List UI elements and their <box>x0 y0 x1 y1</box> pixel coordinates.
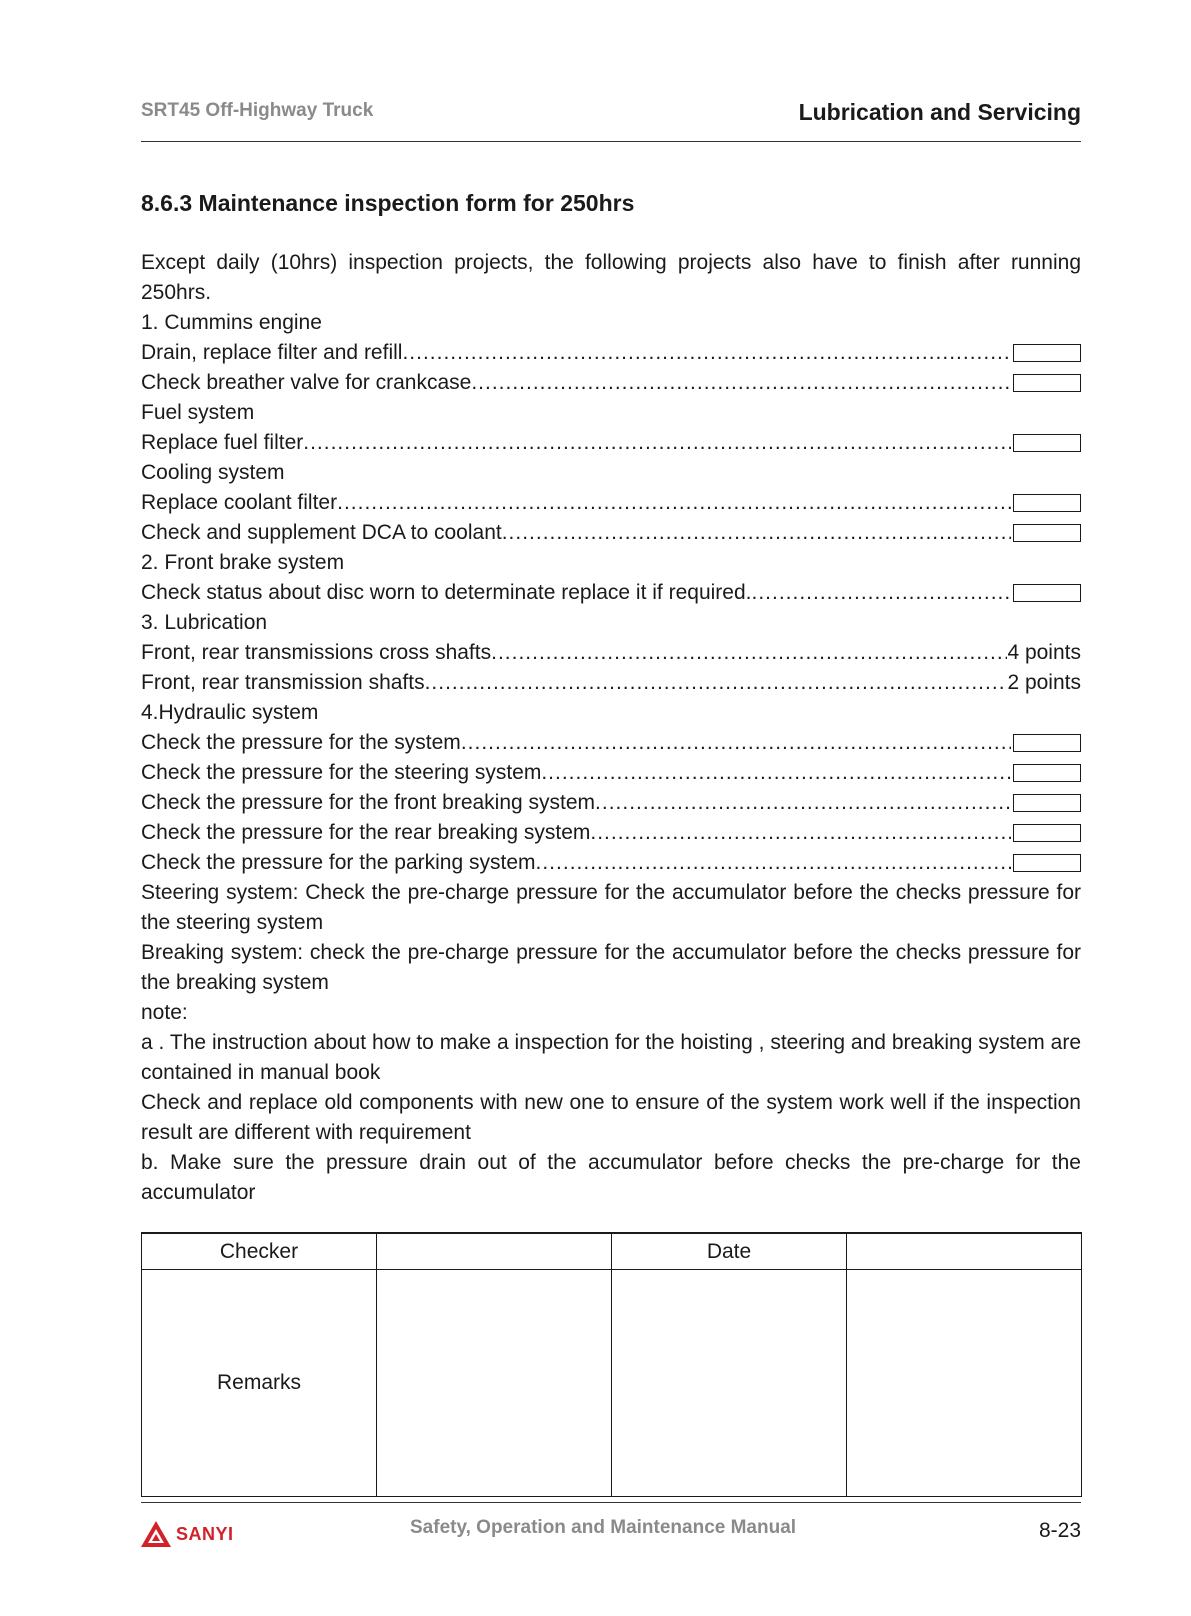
page-number: 8-23 <box>1038 1519 1081 1542</box>
check-item-pressure-steering <box>141 758 1081 788</box>
brand-logo <box>140 1520 234 1548</box>
check-item-label: Check the pressure for the front breaking system <box>141 791 596 814</box>
footer-manual-title: Safety, Operation and Maintenance Manual <box>410 1517 797 1538</box>
dot-leader <box>491 638 1007 668</box>
header-divider <box>141 141 1081 142</box>
check-item-dca <box>141 518 1081 548</box>
checkbox[interactable] <box>1013 734 1081 752</box>
header-chapter-title: Lubrication and Servicing <box>798 99 1081 125</box>
dot-leader <box>303 428 1011 458</box>
dot-leader <box>536 848 1011 878</box>
group-heading-hydraulic: 4.Hydraulic system <box>141 701 319 724</box>
checkbox[interactable] <box>1013 434 1081 452</box>
checkbox[interactable] <box>1013 344 1081 362</box>
check-item-label: Check the pressure for the parking system <box>141 851 536 874</box>
checker-label: Checker <box>142 1233 377 1270</box>
checkbox[interactable] <box>1013 494 1081 512</box>
checkbox[interactable] <box>1013 374 1081 392</box>
checkbox[interactable] <box>1013 764 1081 782</box>
group-heading-fuel: Fuel system <box>141 401 255 424</box>
dot-leader <box>425 668 1008 698</box>
check-item-label: Front, rear transmission shafts <box>141 671 425 694</box>
note-check: Check and replace old components with new one to ensure of the system work well if the inspection result are different with requirement <box>141 1091 1081 1144</box>
table-row <box>142 1270 1082 1497</box>
sanyi-logo-icon <box>140 1520 172 1548</box>
group-heading-brake: 2. Front brake system <box>141 551 345 574</box>
date-label: Date <box>612 1233 847 1270</box>
check-item-label: Check and supplement DCA to coolant <box>141 521 502 544</box>
check-item-label: Check the pressure for the steering system <box>141 761 542 784</box>
note-steering: Steering system: Check the pre-charge pressure for the accumulator before the checks pressure for the steering system <box>141 881 1081 934</box>
check-item-value: 4 points <box>1007 641 1081 664</box>
check-item-label: Replace coolant filter <box>141 491 338 514</box>
dot-leader <box>590 818 1011 848</box>
group-heading-engine: 1. Cummins engine <box>141 311 322 334</box>
section-title: 8.6.3 Maintenance inspection form for 250hrs <box>141 190 635 216</box>
check-item-cross-shafts <box>141 638 1081 668</box>
check-item-label: Front, rear transmissions cross shafts <box>141 641 492 664</box>
note-breaking: Breaking system: check the pre-charge pressure for the accumulator before the checks pressure for the breaking system <box>141 941 1081 994</box>
intro-paragraph: Except daily (10hrs) inspection projects, the following projects also have to finish after running 250hrs. <box>141 251 1081 304</box>
check-item-trans-shafts <box>141 668 1081 698</box>
check-item-label: Check the pressure for the rear breaking system <box>141 821 591 844</box>
checkbox[interactable] <box>1013 854 1081 872</box>
check-item-breather <box>141 368 1081 398</box>
group-heading-lubrication: 3. Lubrication <box>141 611 268 634</box>
check-item-pressure-parking <box>141 848 1081 878</box>
remarks-field[interactable] <box>847 1270 1082 1497</box>
header-document-title: SRT45 Off-Highway Truck <box>141 100 374 121</box>
dot-leader <box>595 788 1011 818</box>
check-item-drain <box>141 338 1081 368</box>
checkbox[interactable] <box>1013 824 1081 842</box>
dot-leader <box>471 368 1011 398</box>
remarks-field[interactable] <box>612 1270 847 1497</box>
dot-leader <box>402 338 1011 368</box>
sign-off-table <box>141 1232 1082 1497</box>
check-item-label: Check the pressure for the system <box>141 731 461 754</box>
dot-leader <box>502 518 1011 548</box>
check-item-label: Replace fuel filter <box>141 431 304 454</box>
brand-name: SANYI <box>176 1523 234 1544</box>
check-item-label: Check status about disc worn to determinate replace it if required. <box>141 581 752 604</box>
check-item-label: Check breather valve for crankcase <box>141 371 472 394</box>
check-item-label: Drain, replace filter and refill <box>141 341 403 364</box>
table-row <box>142 1233 1082 1270</box>
checker-field[interactable] <box>377 1233 612 1270</box>
date-field[interactable] <box>847 1233 1082 1270</box>
check-item-pressure-system <box>141 728 1081 758</box>
remarks-label: Remarks <box>142 1270 377 1497</box>
dot-leader <box>751 578 1011 608</box>
dot-leader <box>541 758 1011 788</box>
remarks-field[interactable] <box>377 1270 612 1497</box>
group-heading-cooling: Cooling system <box>141 461 285 484</box>
dot-leader <box>461 728 1011 758</box>
checkbox[interactable] <box>1013 584 1081 602</box>
note-label: note: <box>141 1001 188 1024</box>
check-item-fuel-filter <box>141 428 1081 458</box>
checkbox[interactable] <box>1013 794 1081 812</box>
note-a: a . The instruction about how to make a inspection for the hoisting , steering and breaking system are contained in manual book <box>141 1031 1081 1084</box>
check-item-pressure-front-breaking <box>141 788 1081 818</box>
check-item-value: 2 points <box>1007 671 1081 694</box>
inspection-list <box>141 248 1081 1208</box>
check-item-pressure-rear-breaking <box>141 818 1081 848</box>
note-b: b. Make sure the pressure drain out of the accumulator before checks the pre-charge for the accumulator <box>141 1151 1081 1204</box>
check-item-disc <box>141 578 1081 608</box>
checkbox[interactable] <box>1013 524 1081 542</box>
footer-divider <box>141 1502 1081 1503</box>
check-item-coolant-filter <box>141 488 1081 518</box>
dot-leader <box>337 488 1011 518</box>
